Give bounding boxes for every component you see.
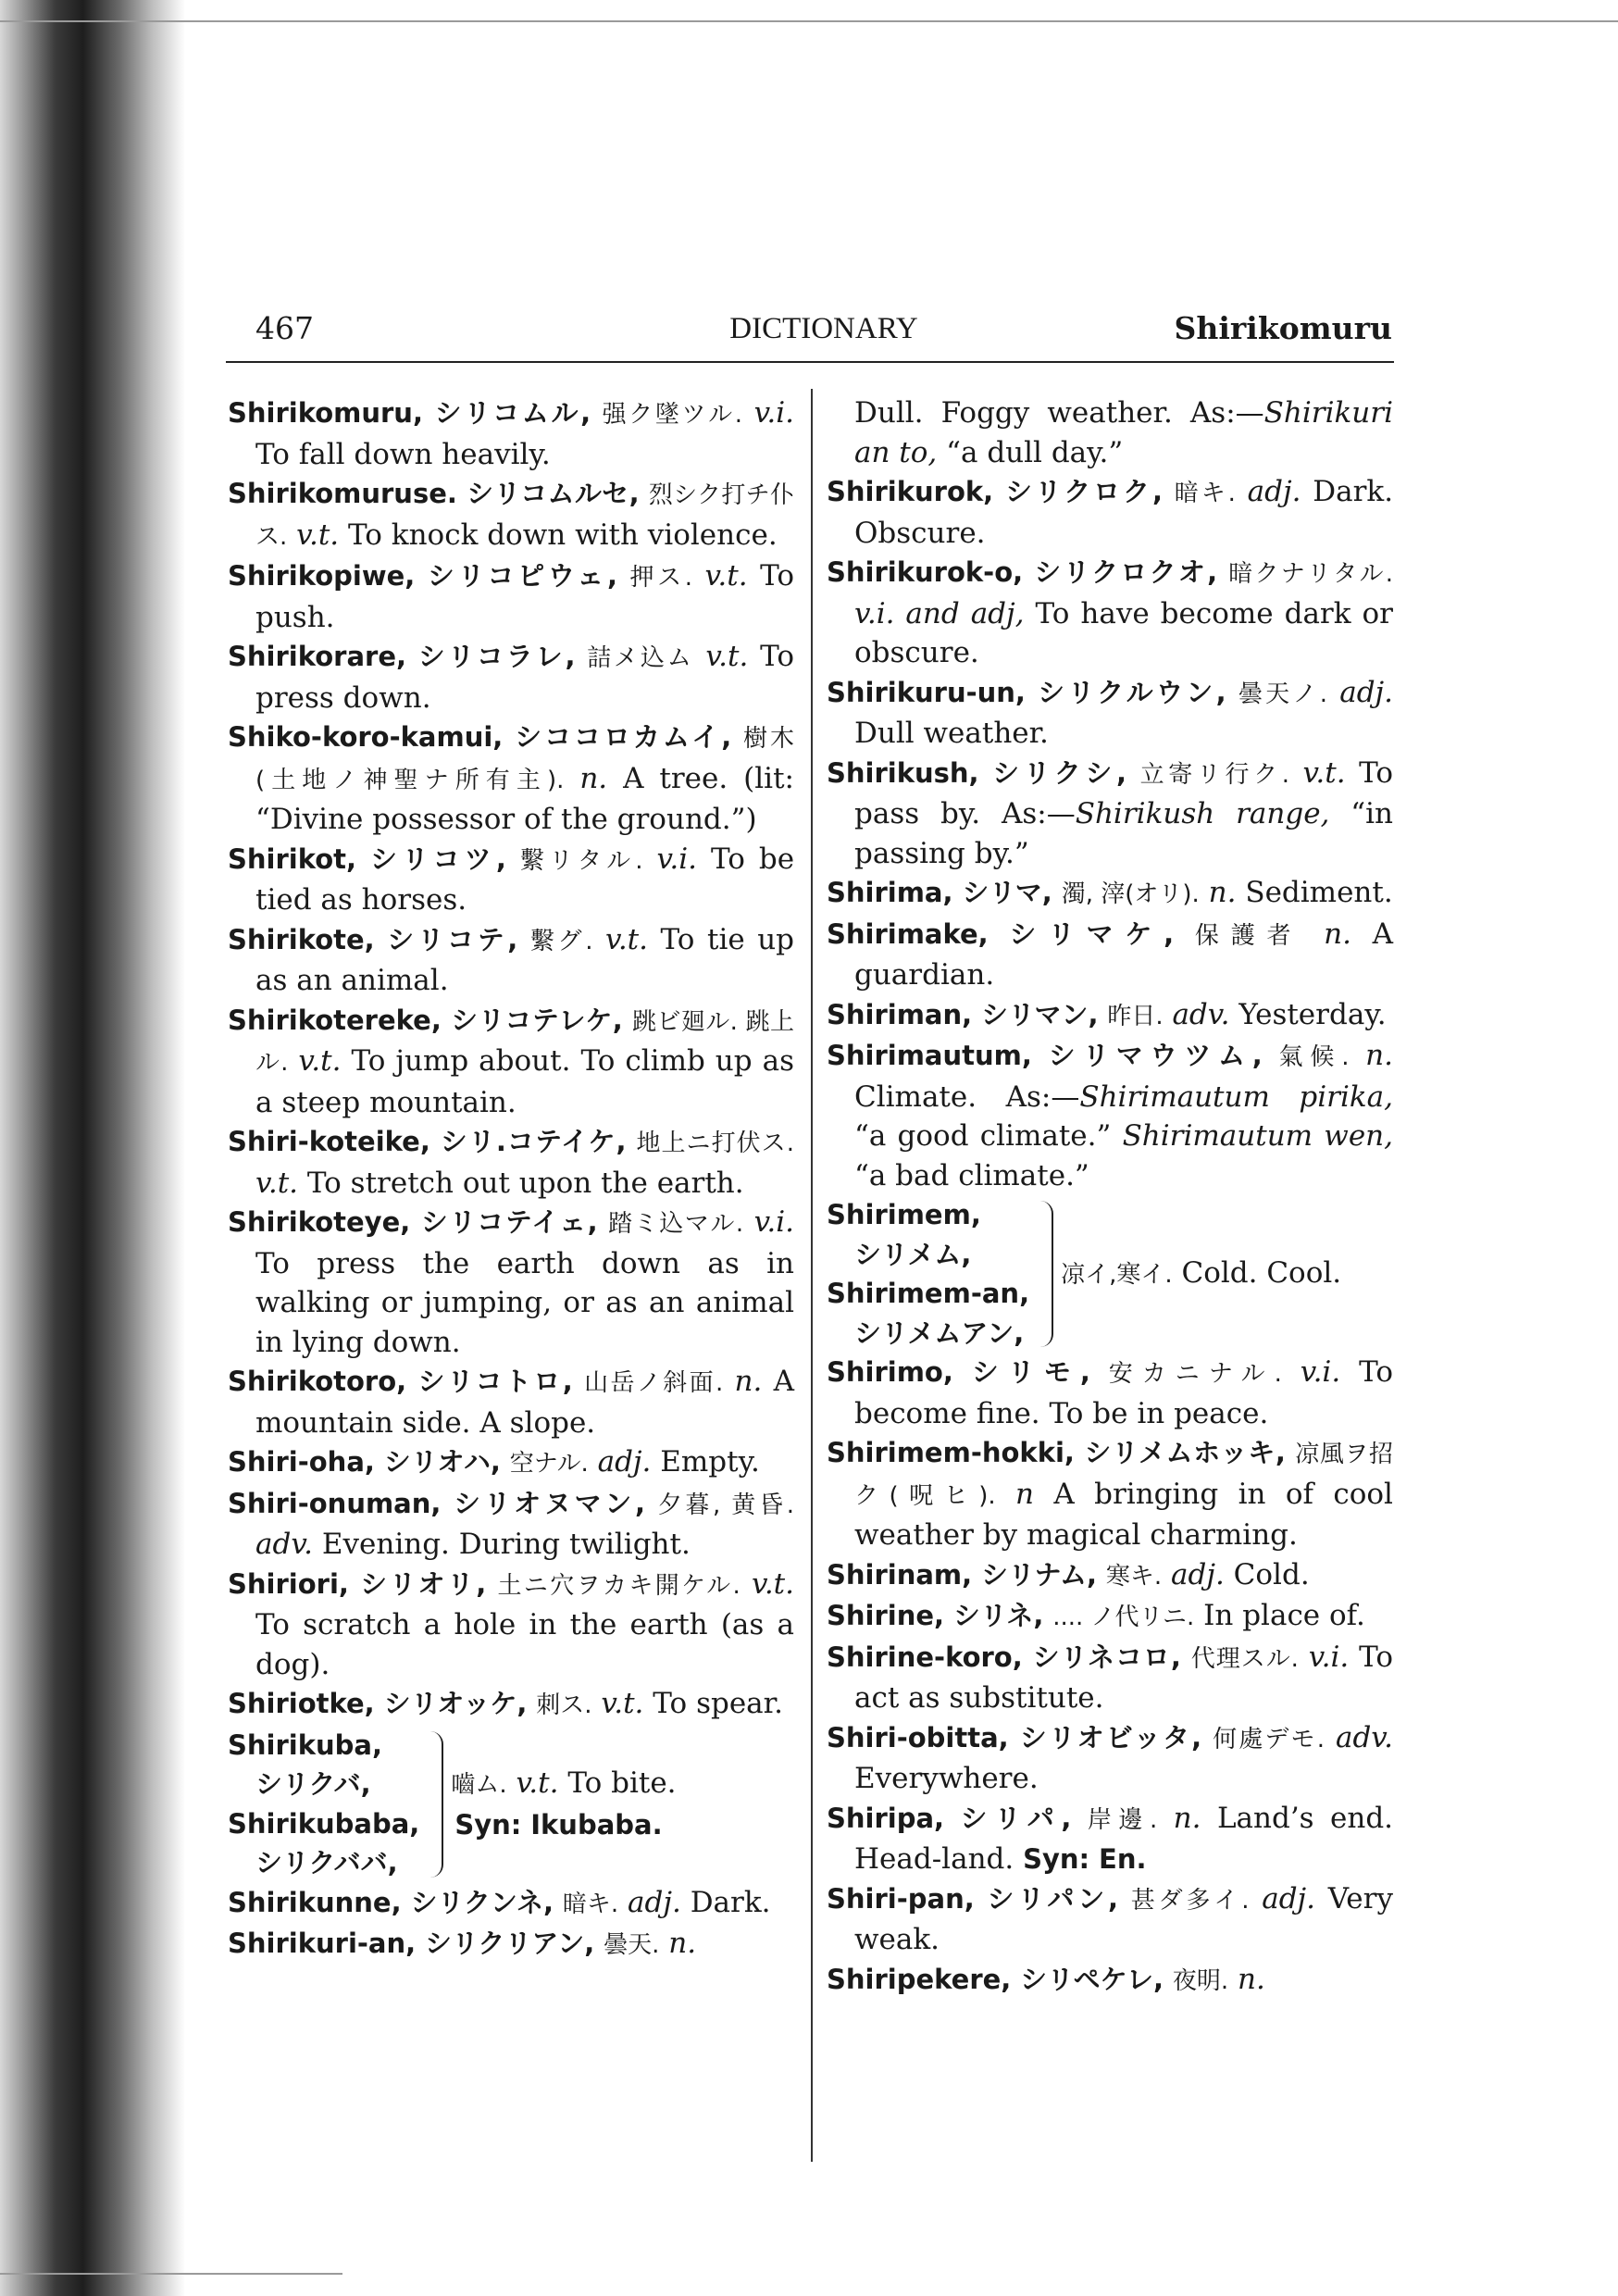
- japanese-gloss: 保護者: [1194, 921, 1303, 950]
- japanese-gloss: 暗クナリタル.: [1228, 560, 1394, 588]
- english-definition: Yesterday.: [1238, 997, 1387, 1031]
- katakana-reading: シリナム,: [981, 1558, 1098, 1591]
- japanese-gloss: 烈シク打チ仆ス.: [255, 481, 795, 551]
- japanese-gloss: .... ノ代リニ.: [1052, 1603, 1195, 1631]
- header-title: DICTIONARY: [729, 312, 918, 345]
- part-of-speech: adj.: [1171, 1557, 1225, 1591]
- japanese-gloss: 地上ニ打伏ス.: [636, 1129, 794, 1157]
- japanese-gloss: 嚙ム.: [451, 1771, 507, 1799]
- dictionary-entry: [827, 1353, 1393, 1433]
- katakana-reading: シリメムホッキ,: [1084, 1437, 1286, 1468]
- english-definition: To spear.: [653, 1687, 783, 1720]
- dictionary-entry: [228, 1565, 794, 1685]
- english-definition: Everywhere.: [854, 1762, 1039, 1795]
- headword: Shirimem,: [827, 1199, 981, 1230]
- headword: Shirikunne,: [228, 1886, 402, 1918]
- example-ainu: Shirikuri an to,: [854, 396, 1393, 469]
- dictionary-entry: [827, 1960, 1393, 2002]
- headword: Shiri-obitta,: [827, 1721, 1009, 1753]
- dictionary-entry: [827, 915, 1393, 995]
- english-definition: To tie up as an animal.: [255, 922, 795, 997]
- part-of-speech: v.t.: [751, 1566, 794, 1601]
- english-definition: Cold. Cool.: [1181, 1255, 1342, 1290]
- dictionary-entry: [827, 1596, 1393, 1638]
- part-of-speech: adj.: [1247, 475, 1301, 508]
- english-definition: To stretch out upon the earth.: [306, 1166, 744, 1200]
- part-of-speech: adv.: [1172, 997, 1230, 1031]
- japanese-gloss: 寒キ.: [1105, 1562, 1163, 1591]
- right-column: [827, 393, 1393, 2001]
- headword: Shiri-pan,: [827, 1882, 975, 1915]
- headword: Shirikote,: [228, 923, 375, 955]
- part-of-speech: adj.: [597, 1445, 652, 1479]
- dictionary-entry: [228, 1442, 794, 1484]
- japanese-gloss: 凉イ,寒イ.: [1061, 1260, 1173, 1289]
- english-definition: To fall down heavily.: [255, 437, 551, 471]
- part-of-speech: n.: [579, 761, 608, 795]
- dictionary-entry-group: [228, 1726, 794, 1883]
- dictionary-entry: [228, 393, 794, 474]
- english-definition: Dark.: [690, 1885, 771, 1919]
- headword: Shirinam,: [827, 1558, 973, 1591]
- dictionary-entry: [228, 1203, 794, 1362]
- headword: Shiriori,: [228, 1567, 349, 1600]
- katakana-reading: シリクリアン,: [425, 1928, 595, 1959]
- dictionary-entry: [827, 873, 1393, 915]
- part-of-speech: n.: [1324, 917, 1351, 951]
- brace: [429, 1731, 443, 1878]
- headword: Shirikorare,: [228, 641, 407, 672]
- japanese-gloss: 樹木(土地ノ神聖ナ所有主).: [255, 725, 794, 794]
- part-of-speech: adj.: [1262, 1881, 1316, 1915]
- english-definition: To push.: [255, 559, 794, 634]
- japanese-gloss: 强ク墜ツル.: [602, 401, 743, 429]
- japanese-gloss: 押ス.: [629, 564, 693, 592]
- dictionary-entry: [228, 1001, 794, 1123]
- headword: Shirimautum,: [827, 1040, 1032, 1071]
- katakana-reading: シリマン,: [981, 998, 1099, 1030]
- headword: Shiko-koro-kamui,: [228, 721, 504, 753]
- katakana-reading: シリコムルセ,: [467, 478, 640, 509]
- japanese-gloss: 甚ダ多イ.: [1130, 1886, 1250, 1915]
- english-definition: Dull weather.: [854, 717, 1049, 750]
- headword: Shirikopiwe,: [228, 560, 416, 592]
- japanese-gloss: 何處デモ.: [1213, 1725, 1325, 1753]
- synonym: Ikubaba.: [530, 1808, 663, 1841]
- example-translation: “a dull day.”: [946, 435, 1124, 469]
- dictionary-entry: [228, 1362, 794, 1442]
- japanese-gloss: 暗キ.: [562, 1890, 619, 1918]
- katakana-reading: シリコピウェ,: [427, 560, 617, 592]
- headword: Shiri-oha,: [228, 1446, 375, 1478]
- part-of-speech: v.t.: [298, 1044, 342, 1078]
- katakana-reading: シリクシ,: [992, 756, 1127, 789]
- japanese-gloss: 立寄リ行ク.: [1139, 760, 1290, 789]
- dictionary-entry: [228, 637, 794, 718]
- dictionary-entry: [827, 1638, 1393, 1718]
- japanese-gloss: 夕暮, 黄昏.: [657, 1491, 795, 1519]
- scan-top-edge: [0, 20, 1618, 22]
- japanese-gloss: 曇天ノ.: [1238, 680, 1328, 708]
- japanese-gloss: 暗キ.: [1174, 480, 1236, 507]
- english-definition: To become fine. To be in peace.: [854, 1355, 1394, 1430]
- dictionary-entry: [827, 673, 1393, 754]
- headword: Shirima,: [827, 877, 953, 908]
- dictionary-entry: [827, 1879, 1393, 1960]
- headword: Shirikot,: [228, 842, 357, 875]
- japanese-gloss: 空ナル.: [509, 1450, 589, 1478]
- katakana-reading: シリクババ,: [255, 1847, 398, 1878]
- dictionary-entry: [827, 754, 1393, 874]
- part-of-speech: n.: [668, 1927, 697, 1960]
- katakana-reading: シリクバ,: [255, 1768, 371, 1800]
- headword: Shirikuba,: [228, 1728, 382, 1761]
- scan-bottom-edge: [0, 2273, 342, 2275]
- japanese-gloss: 踏ミ込マル.: [608, 1210, 744, 1238]
- headword: Shirine-koro,: [827, 1641, 1023, 1673]
- katakana-reading: シリクロクオ,: [1034, 556, 1218, 588]
- column-divider: [811, 389, 813, 2162]
- japanese-gloss: 代理スル.: [1190, 1644, 1299, 1673]
- katakana-reading: シリマウツム,: [1048, 1040, 1263, 1071]
- synonym: En.: [1099, 1843, 1147, 1875]
- part-of-speech: adv.: [1335, 1720, 1393, 1754]
- english-definition: Climate. As:—: [854, 1079, 1080, 1114]
- headword: Shirimo,: [827, 1356, 953, 1388]
- english-definition: Dark. Obscure.: [854, 475, 1394, 550]
- dictionary-entry: [827, 1555, 1393, 1597]
- katakana-reading: シリネコロ,: [1032, 1641, 1181, 1673]
- dictionary-entry: [228, 474, 794, 556]
- katakana-reading: シリコテ,: [387, 923, 518, 955]
- example-ainu: Shirikush range,: [1075, 797, 1330, 830]
- part-of-speech: n.: [1238, 1962, 1265, 1996]
- headword: Shirikurok,: [827, 476, 994, 507]
- part-of-speech: n.: [1173, 1801, 1201, 1835]
- dictionary-entry: [827, 1433, 1393, 1555]
- part-of-speech: v.t.: [705, 640, 749, 673]
- part-of-speech: v.t.: [604, 922, 648, 956]
- english-definition: A guardian.: [854, 917, 1394, 992]
- katakana-reading: シリコテイェ,: [420, 1206, 598, 1238]
- japanese-gloss: 濁, 滓(オリ).: [1061, 880, 1200, 908]
- katakana-reading: シリオビッタ,: [1019, 1721, 1202, 1753]
- english-definition: Dull. Foggy weather. As:—: [854, 396, 1264, 430]
- part-of-speech: v.t.: [255, 1166, 299, 1200]
- english-definition: To pass by. As:—: [854, 755, 1393, 830]
- part-of-speech: v.i.: [1308, 1640, 1350, 1674]
- dictionary-entry: [827, 1036, 1393, 1195]
- katakana-reading: シリメムアン,: [854, 1316, 1025, 1349]
- part-of-speech: v.i.: [1300, 1355, 1341, 1389]
- dictionary-entry: [228, 1684, 794, 1726]
- headword: Shirimake,: [827, 917, 989, 950]
- headword: Shirikush,: [827, 756, 979, 789]
- english-definition: A bringing in of cool weather by magical charming.: [854, 1477, 1393, 1552]
- headword: Shiriman,: [827, 998, 973, 1030]
- synonym-label: Syn:: [1023, 1843, 1090, 1875]
- english-definition: To knock down with violence.: [348, 518, 778, 552]
- dictionary-entry: [228, 840, 794, 920]
- part-of-speech: v.i. and adj,: [854, 596, 1025, 630]
- part-of-speech: v.t.: [296, 518, 340, 552]
- katakana-reading: シリ.コテイケ,: [440, 1126, 627, 1157]
- headword: Shirimem-an,: [827, 1278, 1030, 1309]
- japanese-gloss: 土ニ穴ヲカキ開ケル.: [497, 1571, 741, 1600]
- english-definition: To act as substitute.: [854, 1640, 1394, 1715]
- dictionary-entry-group: [827, 1195, 1393, 1353]
- japanese-gloss: 刺ス.: [536, 1691, 592, 1719]
- dictionary-entry: [228, 556, 794, 637]
- english-definition: In place of.: [1203, 1599, 1365, 1632]
- japanese-gloss: 跳ビ廻ル. 跳上ル.: [255, 1007, 795, 1077]
- part-of-speech: n.: [734, 1365, 763, 1398]
- guide-word: Shirikomuru: [1174, 310, 1392, 346]
- entry-continuation: [827, 393, 1393, 472]
- katakana-reading: シリクロク,: [1004, 476, 1163, 507]
- book-binding-shadow: [0, 0, 185, 2296]
- japanese-gloss: 安カニナル.: [1108, 1360, 1282, 1388]
- katakana-reading: シリコテレケ,: [451, 1004, 623, 1036]
- dictionary-entry: [228, 1484, 794, 1565]
- example-translation: “a bad climate.”: [854, 1158, 1089, 1192]
- japanese-gloss: 詰メ込ム: [587, 644, 694, 672]
- part-of-speech: v.t.: [1302, 755, 1346, 790]
- synonym-label: Syn:: [454, 1808, 522, 1841]
- page-number: 467: [255, 310, 314, 346]
- headword: Shiri-koteike,: [228, 1126, 430, 1157]
- dictionary-entry: [827, 995, 1393, 1037]
- headword: Shiripekere,: [827, 1963, 1012, 1995]
- part-of-speech: v.t.: [601, 1687, 644, 1720]
- headword: Shirikurok-o,: [827, 556, 1024, 588]
- headword: Shirikotoro,: [228, 1366, 407, 1397]
- part-of-speech: adj.: [1339, 675, 1394, 709]
- katakana-reading: シリクンネ,: [410, 1886, 554, 1918]
- katakana-reading: シココロカムイ,: [515, 721, 732, 753]
- part-of-speech: adv.: [255, 1528, 314, 1561]
- english-definition: A tree. (lit: “Divine possessor of the ground.”): [255, 761, 794, 836]
- katakana-reading: シリクルウン,: [1038, 676, 1226, 708]
- katakana-reading: シリネ,: [952, 1600, 1044, 1631]
- katakana-reading: シリペケレ,: [1020, 1963, 1164, 1995]
- headword: Shirikoteye,: [228, 1206, 411, 1238]
- dictionary-entry: [827, 1799, 1393, 1879]
- katakana-reading: シリオリ,: [360, 1567, 487, 1600]
- group-definition: [451, 1764, 794, 1844]
- header-rule: [226, 361, 1394, 363]
- katakana-reading: シリマ,: [962, 877, 1052, 908]
- japanese-gloss: 曇天.: [604, 1931, 660, 1959]
- english-definition: Empty.: [660, 1445, 760, 1479]
- part-of-speech: v.i.: [753, 396, 795, 430]
- japanese-gloss: 繫グ.: [529, 927, 593, 955]
- brace: [1039, 1201, 1053, 1347]
- katakana-reading: シリオッケ,: [383, 1688, 528, 1719]
- headword: Shirikomuru,: [228, 397, 423, 429]
- dictionary-entry: [827, 553, 1393, 673]
- headword: Shirikuru-un,: [827, 676, 1026, 708]
- english-definition: Land’s end. Head-land.: [854, 1801, 1394, 1876]
- english-definition: To have become dark or obscure.: [854, 596, 1393, 669]
- japanese-gloss: 凉風ヲ招ク(呪ヒ).: [854, 1441, 1394, 1510]
- dictionary-entry: [228, 718, 794, 840]
- headword: Shirimem-hokki,: [827, 1437, 1075, 1468]
- part-of-speech: v.i.: [753, 1205, 795, 1239]
- english-definition: To scratch a hole in the earth (as a dog).: [255, 1608, 794, 1681]
- japanese-gloss: 氣候.: [1278, 1043, 1350, 1071]
- japanese-gloss: 夜明.: [1172, 1966, 1229, 1995]
- part-of-speech: v.i.: [656, 842, 697, 876]
- katakana-reading: シリコラレ,: [417, 641, 576, 672]
- katakana-reading: シリマケ,: [1009, 917, 1175, 950]
- dictionary-entry: [827, 472, 1393, 553]
- english-definition: To press down.: [255, 640, 795, 715]
- part-of-speech: adj.: [628, 1885, 681, 1919]
- example-translation: “in passing by.”: [854, 797, 1394, 870]
- headword: Shirikotereke,: [228, 1004, 442, 1036]
- left-column: [228, 393, 794, 1965]
- katakana-reading: シリオハ,: [383, 1446, 501, 1478]
- headword: Shiriotke,: [228, 1688, 375, 1719]
- part-of-speech: n.: [1208, 876, 1237, 909]
- english-definition: To be tied as horses.: [255, 842, 795, 917]
- japanese-gloss: 山岳ノ斜面.: [584, 1369, 724, 1397]
- katakana-reading: シリパ,: [960, 1802, 1072, 1834]
- japanese-gloss: 昨日.: [1107, 1002, 1164, 1030]
- headword: Shiri-onuman,: [228, 1487, 442, 1519]
- dictionary-entry: [228, 1122, 794, 1203]
- katakana-reading: シリコトロ,: [417, 1366, 573, 1397]
- example-translation: “a good climate.”: [854, 1119, 1112, 1153]
- part-of-speech: n.: [1365, 1039, 1393, 1072]
- japanese-gloss: 繫リタル.: [519, 846, 643, 875]
- katakana-reading: シリオヌマン,: [454, 1487, 646, 1519]
- headword: Shirikomuruse.: [228, 478, 457, 509]
- japanese-gloss: 岸邊.: [1087, 1805, 1158, 1834]
- dictionary-entry: [228, 1924, 794, 1965]
- group-definition: [1061, 1254, 1393, 1295]
- example-ainu: Shirimautum pirika,: [1079, 1079, 1393, 1114]
- group-headwords: [228, 1726, 419, 1883]
- katakana-reading: シリメム,: [854, 1238, 972, 1270]
- headword: Shirikuri-an,: [228, 1928, 417, 1959]
- katakana-reading: シリコツ,: [370, 842, 506, 875]
- part-of-speech: n: [1015, 1477, 1034, 1511]
- part-of-speech: v.t.: [516, 1766, 559, 1800]
- dictionary-entry: [228, 920, 794, 1001]
- example-ainu: Shirimautum wen,: [1122, 1119, 1393, 1153]
- english-definition: Very weak.: [854, 1881, 1393, 1956]
- katakana-reading: シリパン,: [987, 1882, 1119, 1915]
- group-headwords: [827, 1195, 1029, 1353]
- english-definition: Cold.: [1233, 1557, 1310, 1591]
- headword: Shiripa,: [827, 1802, 945, 1834]
- katakana-reading: シリモ,: [971, 1356, 1090, 1388]
- dictionary-entry: [228, 1883, 794, 1925]
- part-of-speech: v.t.: [704, 559, 748, 593]
- headword: Shirikubaba,: [228, 1807, 420, 1840]
- english-definition: Evening. During twilight.: [321, 1528, 691, 1561]
- dictionary-entry: [827, 1718, 1393, 1799]
- english-definition: Sediment.: [1245, 876, 1393, 909]
- english-definition: To jump about. To climb up as a steep mountain.: [255, 1044, 794, 1119]
- english-definition: A mountain side. A slope.: [255, 1365, 795, 1440]
- running-head: [255, 306, 1392, 352]
- english-definition: To press the earth down as in walking or jumping, or as an animal in lying down.: [255, 1246, 794, 1359]
- english-definition: To bite.: [567, 1766, 677, 1800]
- headword: Shirine,: [827, 1600, 945, 1631]
- katakana-reading: シリコムル,: [434, 397, 591, 429]
